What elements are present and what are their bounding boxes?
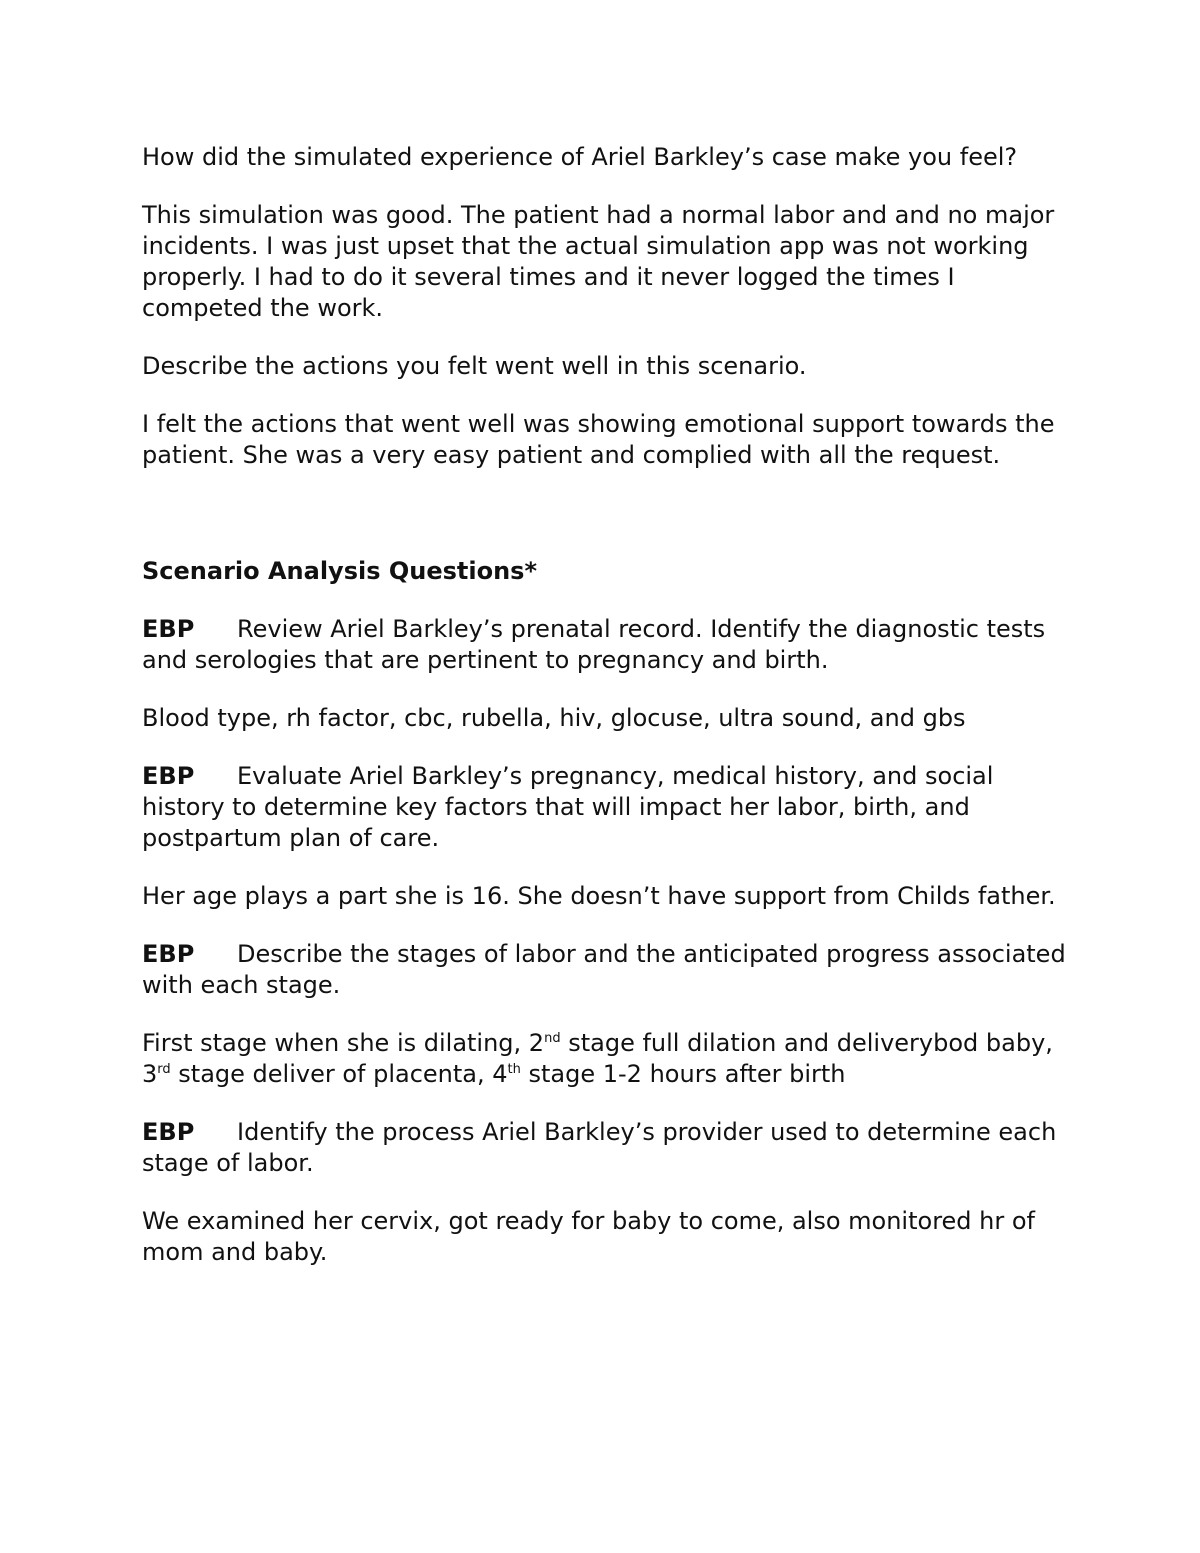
- ordinal-suffix: rd: [157, 1062, 171, 1077]
- question-text: Identify the process Ariel Barkley’s provider used to determine each stage of labor.: [142, 1118, 1057, 1177]
- analysis-answer-4: We examined her cervix, got ready for baby to come, also monitored hr of mom and baby.: [142, 1207, 1036, 1266]
- reflection-question-actions: Describe the actions you felt went well in this scenario.: [142, 352, 807, 380]
- answer-part: stage deliver of placenta, 4: [170, 1060, 508, 1088]
- ebp-tag: EBP: [142, 615, 195, 643]
- analysis-answer-1: Blood type, rh factor, cbc, rubella, hiv, glocuse, ultra sound, and gbs: [142, 704, 966, 732]
- ebp-tag: EBP: [142, 762, 195, 790]
- ebp-tag: EBP: [142, 940, 195, 968]
- analysis-question-1: [142, 614, 1072, 676]
- analysis-question-2: [142, 761, 1072, 854]
- analysis-question-3: [142, 939, 1072, 1001]
- analysis-question-4: [142, 1117, 1072, 1179]
- reflection-question-feelings: How did the simulated experience of Ariel Barkley’s case make you feel?: [142, 143, 1018, 171]
- section-spacer: [142, 498, 1072, 556]
- ebp-tag: EBP: [142, 1118, 195, 1146]
- ordinal-suffix: th: [507, 1062, 521, 1077]
- answer-part: stage full dilation and deliverybod baby, 3: [142, 1029, 1053, 1088]
- ordinal-suffix: nd: [544, 1031, 561, 1046]
- question-text: Describe the stages of labor and the anticipated progress associated with each stage.: [142, 940, 1066, 999]
- reflection-answer-feelings: This simulation was good. The patient had a normal labor and and no major incidents. I was just upset that the actual simulation app was not working properly. I had to do it several times and it never logged the times I competed the work.: [142, 201, 1055, 322]
- answer-part: First stage when she is dilating, 2: [142, 1029, 545, 1057]
- document-page: [142, 142, 1072, 1295]
- reflection-answer-actions: I felt the actions that went well was showing emotional support towards the patient. She was a very easy patient and complied with all the request.: [142, 410, 1055, 469]
- analysis-answer-2: Her age plays a part she is 16. She doesn’t have support from Childs father.: [142, 882, 1056, 910]
- analysis-answer-3: [142, 1028, 1072, 1090]
- question-text: Evaluate Ariel Barkley’s pregnancy, medical history, and social history to determine key factors that will impact her labor, birth, and postpartum plan of care.: [142, 762, 994, 852]
- question-text: Review Ariel Barkley’s prenatal record. Identify the diagnostic tests and serologies that are pertinent to pregnancy and birth.: [142, 615, 1046, 674]
- section-heading: Scenario Analysis Questions*: [142, 557, 538, 585]
- answer-part: stage 1-2 hours after birth: [520, 1060, 846, 1088]
